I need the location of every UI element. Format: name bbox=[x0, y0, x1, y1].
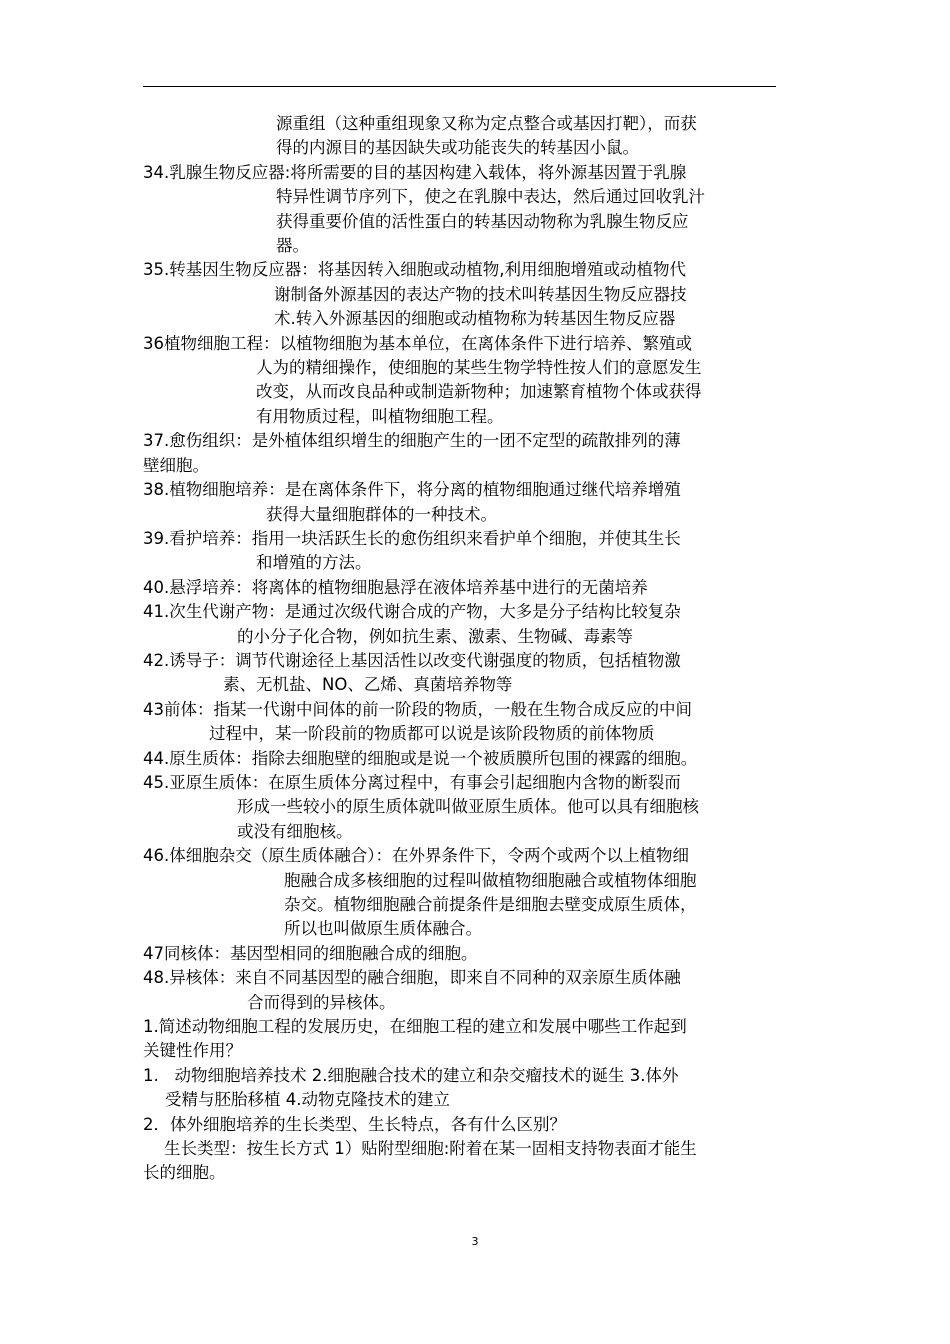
entry-head-line: 40.悬浮培养：将离体的植物细胞悬浮在液体培养基中进行的无菌培养 bbox=[143, 577, 648, 597]
entry-head-line: 35.转基因生物反应器：将基因转入细胞或动植物,利用细胞增殖或动植物代 bbox=[143, 260, 686, 280]
entry-head-line: 45.亚原生质体：在原生质体分离过程中，有事会引起细胞内含物的断裂而 bbox=[143, 772, 681, 792]
entry-continuation-line: 有用物质过程，叫植物细胞工程。 bbox=[256, 406, 504, 426]
entry-continuation-line: 和增殖的方法。 bbox=[256, 553, 372, 573]
definition-entry bbox=[143, 1113, 776, 1137]
entry-continuation-line: 特异性调节序列下，使之在乳腺中表达，然后通过回收乳汁 bbox=[276, 187, 705, 207]
entry-continuation-line: 关键性作用？ bbox=[143, 1041, 242, 1061]
entry-head-line: 47同核体：基因型相同的细胞融合成的细胞。 bbox=[143, 943, 478, 963]
entry-continuation-line: 获得大量细胞群体的一种技术。 bbox=[266, 504, 497, 524]
definition-entry bbox=[143, 429, 776, 478]
entry-continuation-line: 人为的精细操作，使细胞的某些生物学特性按人们的意愿发生 bbox=[256, 358, 702, 378]
entry-continuation-line: 术.转入外源基因的细胞或动植物称为转基因生物反应器 bbox=[274, 309, 676, 329]
definition-entry bbox=[143, 966, 776, 1015]
entry-continuation-line: 改变，从而改良品种或制造新物种；加速繁育植物个体或获得 bbox=[256, 382, 702, 402]
entry-continuation-line: 器。 bbox=[276, 236, 309, 256]
entry-head-line: 34.乳腺生物反应器:将所需要的目的基因构建入载体，将外源基因置于乳腺 bbox=[143, 162, 687, 182]
document-body bbox=[143, 112, 776, 1186]
entry-head-line: 1. 动物细胞培养技术 2.细胞融合技术的建立和杂交瘤技术的诞生 3.体外 bbox=[143, 1065, 679, 1085]
entry-continuation-line: 所以也叫做原生质体融合。 bbox=[284, 919, 482, 939]
definition-entry bbox=[143, 844, 776, 942]
entry-continuation-line: 胞融合成多核细胞的过程叫做植物细胞融合或植物体细胞 bbox=[284, 870, 697, 890]
entry-continuation-line: 杂交。植物细胞融合前提条件是细胞去壁变成原生质体， bbox=[284, 895, 697, 914]
entry-continuation-line: 长的细胞。 bbox=[143, 1163, 226, 1183]
entry-head-line: 46.体细胞杂交（原生质体融合）：在外界条件下，令两个或两个以上植物细 bbox=[143, 846, 689, 866]
entry-continuation-line: 的小分子化合物，例如抗生素、激素、生物碱、毒素等 bbox=[237, 626, 633, 646]
entry-continuation-line: 受精与胚胎移植 4.动物克隆技术的建立 bbox=[165, 1090, 450, 1110]
definition-entry bbox=[143, 649, 776, 698]
entry-continuation-line: 得的内源目的基因缺失或功能丧失的转基因小鼠。 bbox=[276, 138, 639, 158]
definition-entry bbox=[143, 747, 776, 771]
entry-continuation-line: 形成一些较小的原生质体就叫做亚原生质体。他可以具有细胞核 bbox=[237, 797, 699, 817]
entry-continuation-line: 壁细胞。 bbox=[143, 455, 209, 475]
definition-entry bbox=[143, 258, 776, 331]
entry-head-line: 1.简述动物细胞工程的发展历史，在细胞工程的建立和发展中哪些工作起到 bbox=[143, 1017, 687, 1037]
entry-head-line: 38.植物细胞培养：是在离体条件下，将分离的植物细胞通过继代培养增殖 bbox=[143, 480, 681, 500]
entry-head-line: 44.原生质体：指除去细胞壁的细胞或是说一个被质膜所包围的裸露的细胞。 bbox=[143, 748, 698, 768]
entry-continuation-line: 素、无机盐、NO、乙烯、真菌培养物等 bbox=[223, 675, 513, 695]
definition-entry bbox=[143, 1137, 776, 1186]
header-rule bbox=[143, 86, 776, 87]
entry-head-line: 42.诱导子：调节代谢途径上基因活性以改变代谢强度的物质，包括植物激 bbox=[143, 650, 681, 670]
definition-entry bbox=[143, 698, 776, 747]
entry-head-line: 41.次生代谢产物：是通过次级代谢合成的产物，大多是分子结构比较复杂 bbox=[143, 602, 681, 622]
definition-entry bbox=[143, 576, 776, 600]
entry-head-line: 36植物细胞工程：以植物细胞为基本单位，在离体条件下进行培养、繁殖或 bbox=[143, 333, 692, 353]
definition-entry bbox=[143, 1015, 776, 1064]
definition-entry bbox=[143, 1064, 776, 1113]
entry-continuation-line: 源重组（这种重组现象又称为定点整合或基因打靶），而获 bbox=[276, 114, 697, 133]
definition-entry bbox=[143, 600, 776, 649]
entry-head-line: 生长类型：按生长方式 1）贴附型细胞:附着在某一固相支持物表面才能生 bbox=[143, 1139, 697, 1159]
entry-head-line: 2．体外细胞培养的生长类型、生长特点，各有什么区别？ bbox=[143, 1114, 566, 1134]
entry-continuation-line: 或没有细胞核。 bbox=[237, 821, 353, 841]
definition-entry bbox=[143, 478, 776, 527]
definition-entry bbox=[143, 161, 776, 259]
entry-continuation-line: 过程中，某一阶段前的物质都可以说是该阶段物质的前体物质 bbox=[209, 724, 655, 744]
definition-entry bbox=[143, 332, 776, 430]
entry-head-line: 48.异核体：来自不同基因型的融合细胞，即来自不同种的双亲原生质体融 bbox=[143, 968, 681, 988]
definition-entry bbox=[143, 771, 776, 844]
entry-head-line: 39.看护培养：指用一块活跃生长的愈伤组织来看护单个细胞，并使其生长 bbox=[143, 528, 681, 548]
entry-continuation-line: 获得重要价值的活性蛋白的转基因动物称为乳腺生物反应 bbox=[276, 211, 689, 231]
page-number: 3 bbox=[471, 1235, 479, 1248]
entry-continuation-line: 谢制备外源基因的表达产物的技术叫转基因生物反应器技 bbox=[274, 284, 687, 304]
definition-entry bbox=[143, 527, 776, 576]
entry-continuation-line: 合而得到的异核体。 bbox=[247, 992, 396, 1012]
entry-head-line: 43前体：指某一代谢中间体的前一阶段的物质，一般在生物合成反应的中间 bbox=[143, 699, 692, 719]
definition-entry bbox=[143, 942, 776, 966]
definition-entry bbox=[143, 112, 776, 161]
entry-head-line: 37.愈伤组织：是外植体组织增生的细胞产生的一团不定型的疏散排列的薄 bbox=[143, 431, 681, 451]
